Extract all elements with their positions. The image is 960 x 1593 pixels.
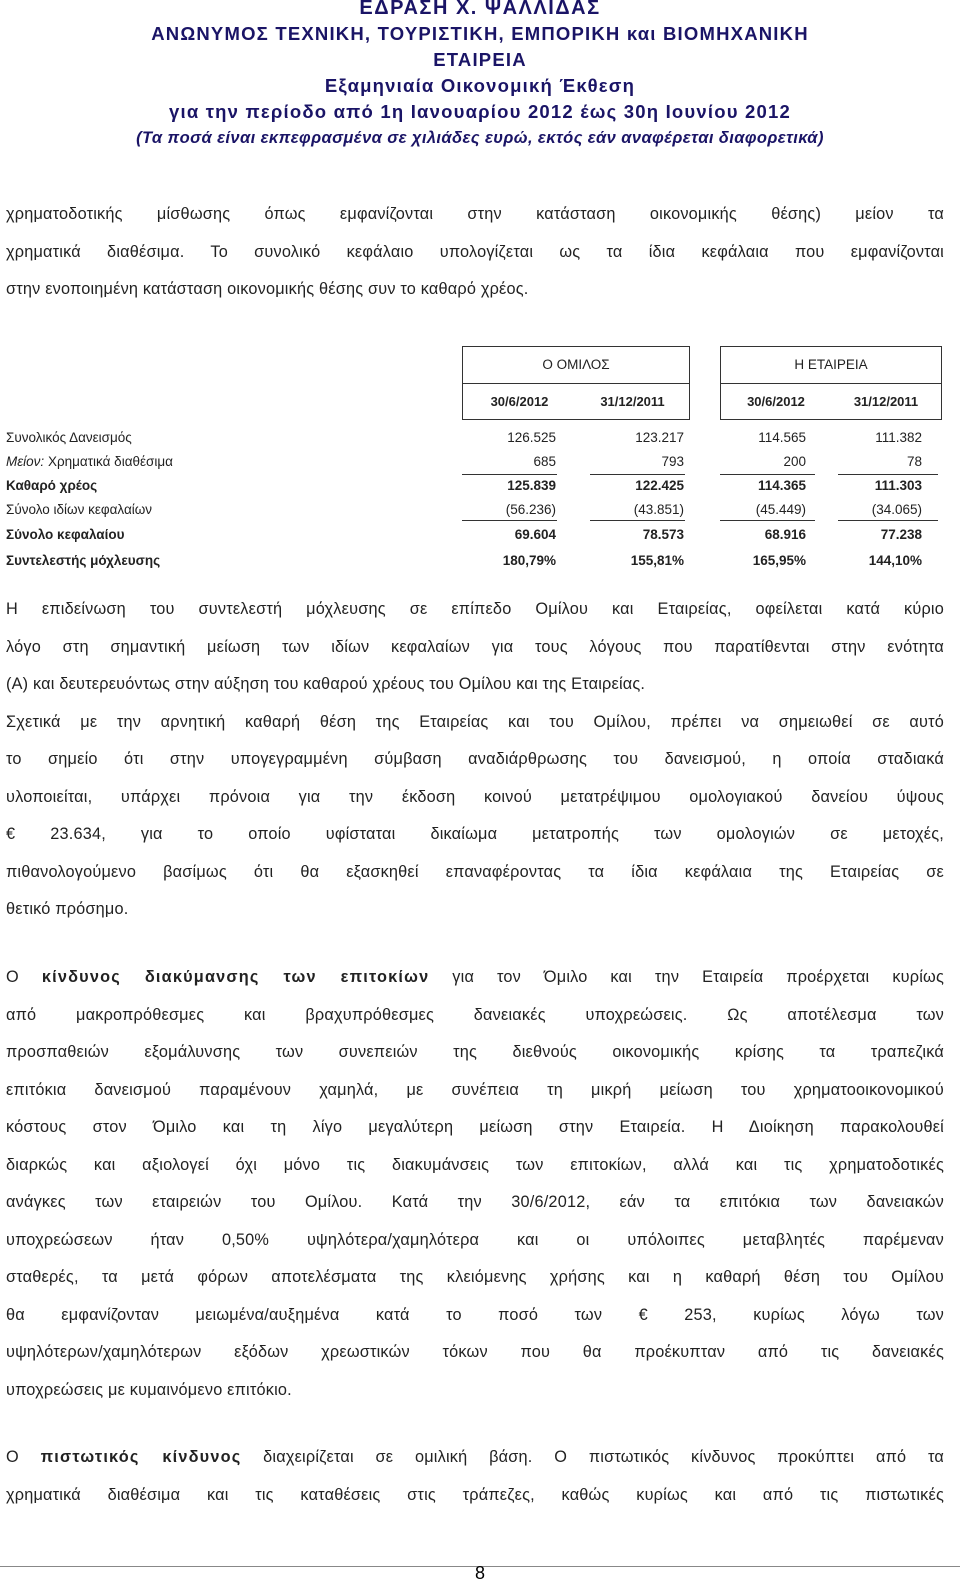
cell-value: 155,81% (630, 553, 684, 568)
sum-rule (590, 520, 685, 521)
table-row-equity (6, 502, 944, 526)
group-label: Ο ΟΜΙΛΟΣ (463, 347, 689, 384)
cell-value: 122.425 (635, 478, 684, 493)
text-line: ανάγκες των εταιρειών του Ομίλου. Κατά την 30/6/2012, εάν τα επιτόκια των δανειακών (6, 1193, 944, 1211)
cell-value: 114.565 (758, 430, 806, 445)
report-period: για την περίοδο από 1η Ιανουαρίου 2012 έως 30η Ιουνίου 2012 (168, 101, 791, 122)
text-line (6, 959, 944, 997)
column-header: 31/12/2011 (600, 394, 665, 409)
text-line: κόστους στον Όμιλο και τη λίγο μεγαλύτερη μείωση στην Εταιρεία. Η Διοίκηση παρακολουθεί (6, 1118, 944, 1136)
cell-value: 144,10% (868, 553, 922, 568)
document-header (0, 0, 960, 151)
cell-value: 180,79% (502, 553, 556, 568)
text-line: Σχετικά με την αρνητική καθαρή θέση της Εταιρείας και του Ομίλου, πρέπει να σημειωθεί σε αυτό (6, 712, 944, 731)
text-line: υποχρεώσεων ήταν 0,50% υψηλότερα/χαμηλότερα και οι υπόλοιπες μεταβλητές παρέμεναν (6, 1230, 944, 1249)
text-line: επιτόκια δανεισμού παραμένουν χαμηλά, με συνέπεια τη μικρή μείωση του χρηματοοικονομικού (6, 1080, 944, 1099)
cell-value: (43.851) (633, 502, 684, 517)
column-header: 31/12/2011 (853, 394, 919, 409)
text-line: λόγο στη σημαντική μείωση των ιδίων κεφαλαίων για τους λόγους που παρατίθενται στην ενότητα (6, 637, 944, 656)
row-label: Σύνολο ιδίων κεφαλαίων (6, 502, 153, 517)
text-fragment: διαχειρίζεται σε ομιλική βάση. Ο πιστωτικός κίνδυνος προκύπτει από τα (241, 1448, 945, 1466)
company-label: Η ΕΤΑΙΡΕΙΑ (721, 347, 941, 384)
table-row-gearing-ratio (6, 553, 944, 577)
text-line: από μακροπρόθεσμες και βραχυπρόθεσμες δανειακές υποχρεώσεις. Ως αποτέλεσμα των (6, 1005, 944, 1024)
text-line: πιθανολογούμενο βασίμως ότι θα εξασκηθεί επαναφέροντας τα ίδια κεφάλαια της Εταιρείας σε (6, 862, 944, 881)
sum-rule (720, 520, 815, 521)
text-line: υποχρεώσεις με κυμαινόμενο επιτόκιο. (6, 1380, 292, 1399)
cell-value: 69.604 (514, 527, 556, 542)
text-line: € 23.634, για το οποίο υφίσταται δικαίωμα μετατροπής των ομολογιών σε μετοχές, (6, 825, 944, 843)
cell-value: 793 (661, 454, 684, 469)
report-title: Εξαμηνιαία Οικονομική Έκθεση (324, 75, 636, 96)
sum-rule (462, 520, 557, 521)
text-line: προσπαθειών εξομάλυνσης των συνεπειών της διεθνούς οικονομικής κρίσης τα τραπεζικά (6, 1043, 944, 1061)
row-label: Συνολικός Δανεισμός (6, 430, 132, 445)
cell-value: 78.573 (642, 527, 684, 542)
row-label (6, 454, 173, 469)
text-line: υψηλότερων/χαμηλότερων εξόδων χρεωστικών τόκων που θα προέκυπταν από τις δανειακές (6, 1343, 944, 1361)
cell-value: 111.303 (874, 478, 922, 493)
text-line: χρηματοδοτικής μίσθωσης όπως εμφανίζονται στην κατάσταση οικονομικής θέσης) μείον τα (6, 205, 944, 223)
text-line: (Α) και δευτερευόντως στην αύξηση του καθαρού χρέους του Ομίλου και της Εταιρείας. (6, 675, 646, 693)
row-label: Σύνολο κεφαλαίου (6, 527, 125, 542)
page-number: 8 (474, 1563, 485, 1583)
sum-rule (462, 474, 557, 475)
cell-value: 200 (783, 454, 806, 469)
text-line: χρηματικά διαθέσιμα και τις καταθέσεις στις τράπεζες, καθώς κυρίως και από τις πιστωτικές (6, 1485, 944, 1504)
cell-value: 111.382 (875, 430, 922, 445)
row-label: Καθαρό χρέος (6, 478, 98, 493)
table-row-total-borrowing (6, 430, 944, 454)
text-line (6, 1439, 944, 1477)
sum-rule (838, 474, 938, 475)
intro-paragraph (6, 196, 944, 309)
cell-value: 114.365 (757, 478, 806, 493)
cell-value: 123.217 (635, 430, 684, 445)
cell-value: (56.236) (505, 502, 556, 517)
cell-value: 125.839 (507, 478, 556, 493)
gearing-explanation-paragraph (6, 591, 944, 929)
cell-value: 77.238 (880, 527, 922, 542)
cell-value: (34.065) (871, 502, 922, 517)
credit-risk-paragraph (6, 1439, 944, 1514)
sum-rule (590, 474, 685, 475)
text-line: στην ενοποιημένη κατάσταση οικονομικής θέσης συν το καθαρό χρέος. (6, 280, 529, 298)
column-header: 30/6/2012 (747, 394, 805, 409)
text-fragment: Ο (6, 1448, 41, 1466)
text-line: χρηματικά διαθέσιμα. Το συνολικό κεφάλαιο υπολογίζεται ως τα ίδια κεφάλαια που εμφανίζονται (6, 242, 944, 261)
text-line: θετικό πρόσημο. (6, 900, 129, 918)
text-line: διαρκώς και αξιολογεί όχι μόνο τις διακυμάνσεις των επιτοκίων, αλλά και τις χρηματοδοτικές (6, 1155, 944, 1174)
row-label-text: Χρηματικά διαθέσιμα (44, 454, 173, 469)
group-columns-header (462, 346, 690, 420)
company-name: ΕΔΡΑΣΗ Χ. ΨΑΛΛΙΔΑΣ (359, 0, 601, 19)
company-columns-header (720, 346, 942, 420)
text-line: Η επιδείνωση του συντελεστή μόχλευσης σε επίπεδο Ομίλου και Εταιρείας, οφείλεται κατά κύριο (6, 600, 944, 618)
cell-value: 78 (906, 454, 922, 469)
text-line: θα εμφανίζονταν μειωμένα/αυξημένα κατά το ποσό των € 253, κυρίως λόγω των (6, 1305, 944, 1324)
cell-value: 685 (533, 454, 556, 469)
cell-value: 165,95% (752, 553, 806, 568)
column-header: 30/6/2012 (490, 394, 549, 409)
company-type-line-2: ΕΤΑΙΡΕΙΑ (433, 49, 527, 70)
currency-note: (Τα ποσά είναι εκπεφρασμένα σε χιλιάδες ευρώ, εκτός εάν αναφέρεται διαφορετικά) (136, 129, 824, 147)
table-row-total-capital (6, 527, 944, 551)
text-fragment: για τον Όμιλο και την Εταιρεία προέρχεται κυρίως (429, 968, 944, 986)
text-line: υλοποιείται, υπάρχει πρόνοια για την έκδοση κοινού μετατρέψιμου ομολογιακού δανείου ύψους (6, 787, 944, 806)
text-line: σταθερές, τα μετά φόρων αποτελέσματα της κλειόμενης χρήσης και η καθαρή θέση του Ομίλου (6, 1268, 944, 1286)
row-label: Συντελεστής μόχλευσης (6, 553, 161, 568)
cell-value: 126.525 (507, 430, 556, 445)
sum-rule (838, 520, 938, 521)
cell-value: (45.449) (755, 502, 806, 517)
bold-term: πιστωτικός κίνδυνος (40, 1448, 242, 1466)
interest-rate-risk-paragraph (6, 959, 944, 1409)
table-row-net-debt (6, 478, 944, 502)
company-type-line: ΑΝΩΝΥΜΟΣ ΤΕΧΝΙΚΗ, ΤΟΥΡΙΣΤΙΚΗ, ΕΜΠΟΡΙΚΗ και ΒΙΟΜΗΧΑΝΙΚΗ (151, 23, 809, 44)
text-fragment: Ο (6, 968, 42, 986)
cell-value: 68.916 (764, 527, 806, 542)
row-prefix: Μείον: (6, 454, 45, 469)
text-line: το σημείο ότι στην υπογεγραμμένη σύμβαση αναδιάρθρωσης του δανεισμού, η οποία σταδιακά (6, 750, 944, 768)
sum-rule (720, 474, 815, 475)
bold-term: κίνδυνος διακύμανσης των επιτοκίων (41, 968, 430, 986)
